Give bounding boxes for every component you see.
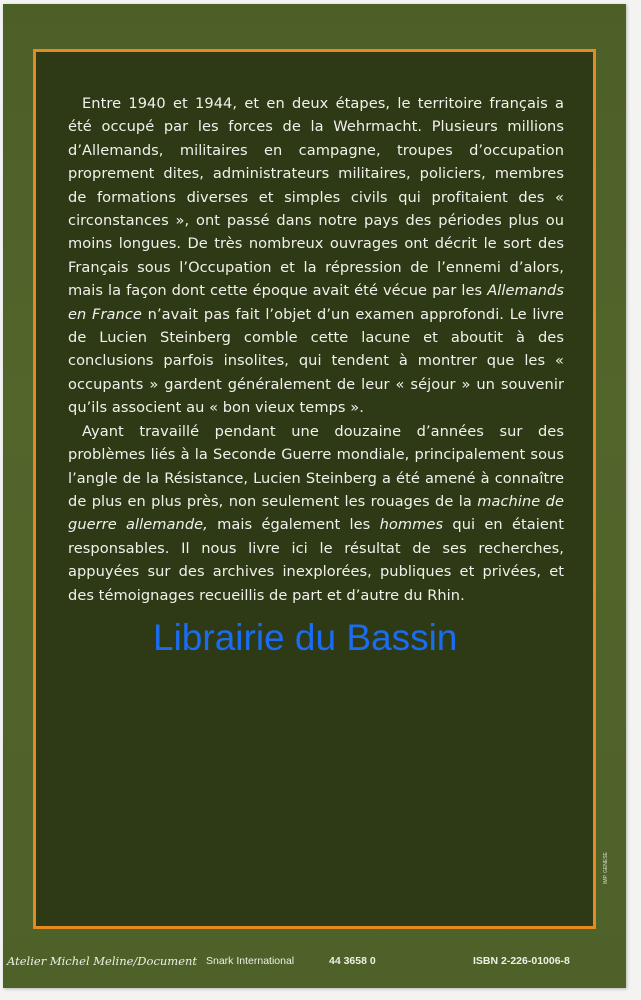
blurb-text (68, 92, 564, 607)
catalog-code: 44 3658 0 (329, 955, 376, 967)
blurb-paragraph-2: Ayant travaillé pendant une douzaine d’années sur des problèmes liés à la Seconde Guerre mondiale, principalement sous l’angle de la Résistance, Lucien Steinberg a été amené à connaître de plus en plus près, non seulement les rouages de la machine de guerre allemande, mais également les hommes qui en étaient responsables. Il nous livre ici le résultat de ses recherches, appuyées sur des archives inexplorées, publiques et privées, et des témoignages recueillis de part et d’autre du Rhin. (68, 422, 564, 604)
back-cover (3, 4, 626, 988)
blurb-paragraph-1: Entre 1940 et 1944, et en deux étapes, le territoire français a été occupé par les forces de la Wehrmacht. Plusieurs millions d’Allemands, militaires en campagne, troupes d’occupation proprement dites, administrateurs militaires, policiers, membres de formations diverses et simples civils qui profitaient des « circonstances », ont passé dans notre pays des périodes plus ou moins longues. De très nombreux ouvrages ont décrit le sort des Français sous l’Occupation et la répression de l’ennemi d’alors, mais la façon dont cette époque avait été vécue par les Allemands en France n’avait pas fait l’objet d’un examen approfondi. Le livre de Lucien Steinberg comble cette lacune et aboutit à des conclusions parfois insolites, qui tendent à montrer que les « occupants » gardent généralement de leur « séjour » un souvenir qu’ils associent au « bon vieux temps ». (68, 95, 565, 417)
bookshop-watermark: Librairie du Bassin (153, 617, 458, 658)
distributor-name: Snark International (206, 955, 295, 967)
text-frame (33, 49, 596, 929)
publisher-imprint: Atelier Michel Meline/Document (7, 954, 198, 968)
isbn-number: ISBN 2-226-01006-8 (473, 955, 570, 967)
cover-footer (3, 950, 626, 974)
printer-mark: IMP. GENESE (603, 852, 609, 884)
